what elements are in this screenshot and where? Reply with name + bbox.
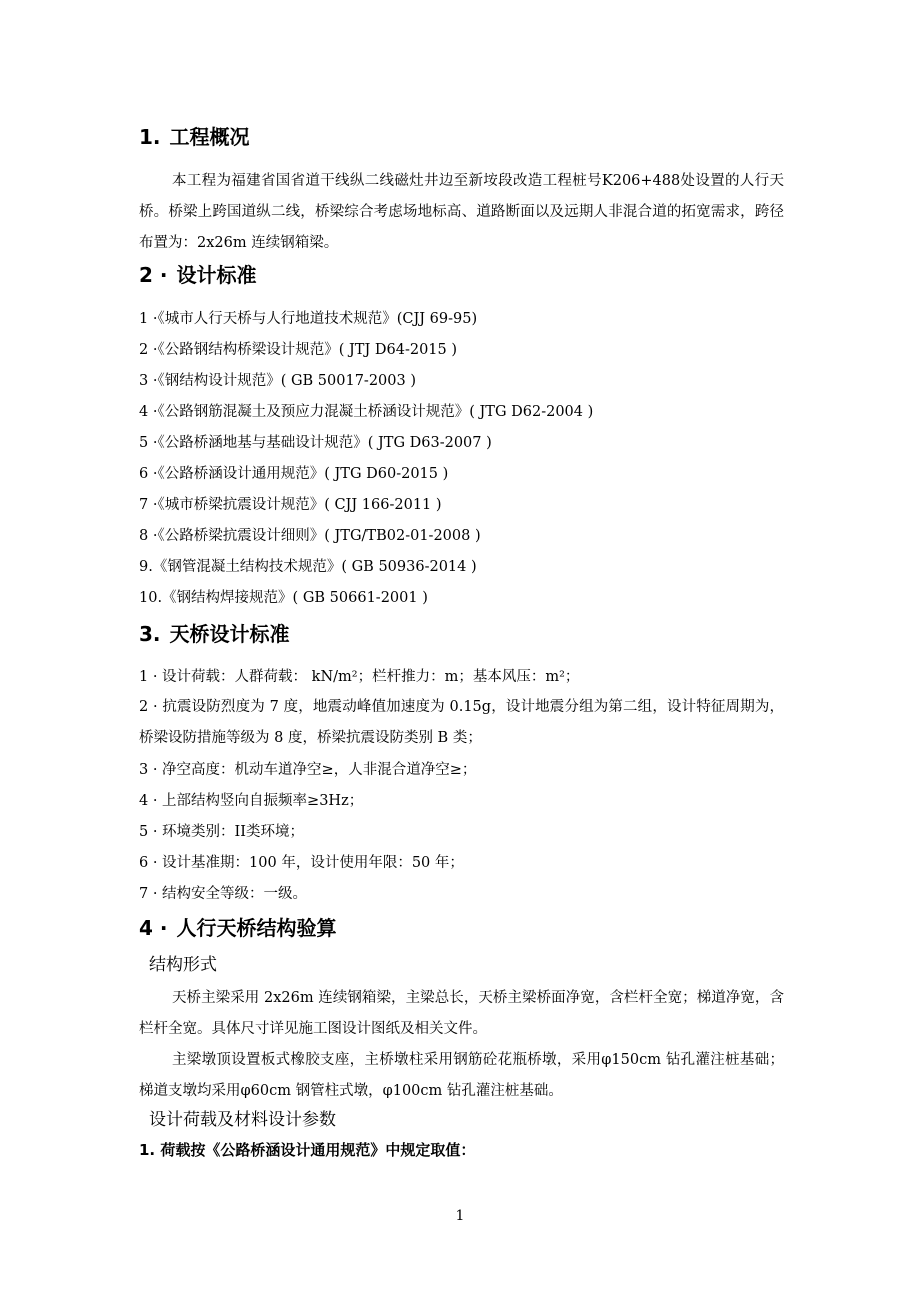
standard-item: 7 ·《城市桥梁抗震设计规范》( CJJ 166-2011 ) bbox=[139, 497, 442, 513]
section-4-title: 人行天桥结构验算 bbox=[176, 916, 337, 940]
section-1-title: 工程概况 bbox=[169, 125, 250, 149]
standard-item: 8 ·《公路桥梁抗震设计细则》( JTG/TB02-01-2008 ) bbox=[139, 528, 481, 544]
standard-item: 5 ·《公路桥涵地基与基础设计规范》( JTG D63-2007 ) bbox=[139, 435, 492, 451]
structure-paragraph-2: 主梁墩顶设置板式橡胶支座，主桥墩柱采用钢筋砼花瓶桥墩，采用φ150cm 钻孔灌注桩基础；梯道支墩均采用φ60cm 钢管柱式墩，φ100cm 钻孔灌注桩基础。 bbox=[139, 1052, 784, 1099]
bridge-standard-item-4: 4 · 上部结构竖向自振频率≥3Hz； bbox=[139, 793, 364, 809]
standard-item: 10.《钢结构焊接规范》( GB 50661-2001 ) bbox=[139, 590, 428, 606]
section-2-title: 设计标准 bbox=[176, 263, 257, 287]
standard-item: 3 ·《钢结构设计规范》( GB 50017-2003 ) bbox=[139, 373, 417, 389]
subsection-structure-form: 结构形式 bbox=[149, 955, 217, 975]
section-3-heading bbox=[139, 624, 289, 644]
standard-item: 9.《钢管混凝土结构技术规范》( GB 50936-2014 ) bbox=[139, 559, 477, 575]
section-4-heading bbox=[139, 918, 336, 938]
bridge-standard-item-7: 7 · 结构安全等级：一级。 bbox=[139, 886, 308, 902]
bridge-standard-item-5: 5 · 环境类别：II类环境； bbox=[139, 824, 305, 840]
subsection-loads-materials: 设计荷载及材料设计参数 bbox=[149, 1110, 336, 1130]
standard-item: 6 ·《公路桥涵设计通用规范》( JTG D60-2015 ) bbox=[139, 466, 449, 482]
structure-paragraph-1: 天桥主梁采用 2x26m 连续钢箱梁，主梁总长，天桥主梁桥面净宽，含栏杆全宽；梯道净宽，含栏杆全宽。具体尺寸详见施工图设计图纸及相关文件。 bbox=[139, 990, 784, 1037]
bridge-standard-item-6: 6 · 设计基准期：100 年，设计使用年限：50 年； bbox=[139, 855, 464, 871]
section-3-title: 天桥设计标准 bbox=[169, 622, 290, 646]
section-1-number: 1. bbox=[139, 125, 161, 149]
section-4-number: 4 · bbox=[139, 916, 168, 940]
section-2-number: 2 · bbox=[139, 263, 168, 287]
standard-item: 4 ·《公路钢筋混凝土及预应力混凝土桥涵设计规范》( JTG D62-2004 ) bbox=[139, 404, 594, 420]
bridge-standard-item-3: 3 · 净空高度：机动车道净空≥，人非混合道净空≥； bbox=[139, 762, 477, 778]
standard-item: 1 ·《城市人行天桥与人行地道技术规范》(CJJ 69-95) bbox=[139, 311, 478, 327]
section-1-heading bbox=[139, 127, 249, 147]
load-item-1: 1. 荷载按《公路桥涵设计通用规范》中规定取值： bbox=[139, 1141, 476, 1159]
bridge-standard-item-1: 1 · 设计荷载：人群荷载： kN/m²；栏杆推力：m；基本风压：m²； bbox=[139, 669, 580, 685]
bridge-standard-item-2: 2 · 抗震设防烈度为 7 度，地震动峰值加速度为 0.15g，设计地震分组为第二组，设计特征周期为，桥梁设防措施等级为 8 度，桥梁抗震设防类别 B 类； bbox=[139, 699, 784, 746]
section-3-number: 3. bbox=[139, 622, 161, 646]
section-1-paragraph: 本工程为福建省国省道干线纵二线磁灶井边至新垵段改造工程桩号K206+488处设置的人行天桥。桥梁上跨国道纵二线，桥梁综合考虑场地标高、道路断面以及远期人非混合道的拓宽需求，跨径布置为：2x26m 连续钢箱梁。 bbox=[139, 173, 784, 251]
page-number: 1 bbox=[455, 1208, 465, 1224]
section-2-heading bbox=[139, 265, 256, 285]
standard-item: 2 ·《公路钢结构桥梁设计规范》( JTJ D64-2015 ) bbox=[139, 342, 458, 358]
